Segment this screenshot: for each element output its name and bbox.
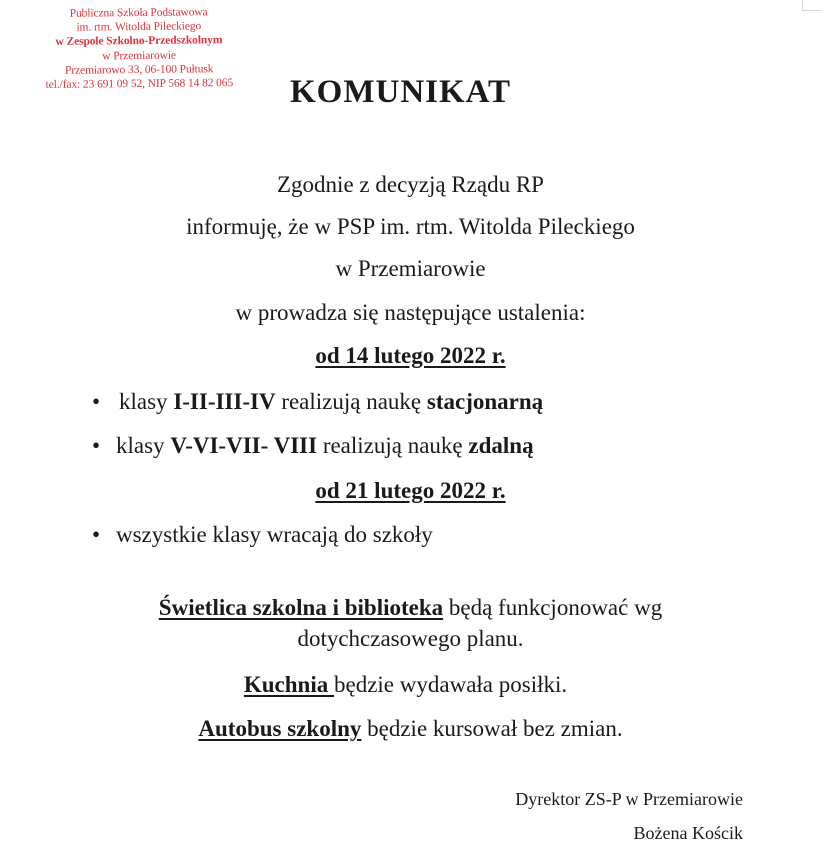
intro-line-4: w prowadza się następujące ustalenia: <box>235 300 586 325</box>
kuchnia-label: Kuchnia <box>243 672 334 697</box>
autobus-line <box>0 716 821 742</box>
swietlica-line-2: dotychczasowego planu. <box>297 626 524 651</box>
bullet-1-mode: stacjonarną <box>426 389 544 414</box>
bullet-item-3 <box>92 522 433 548</box>
document-title: KOMUNIKAT <box>290 74 512 110</box>
bullet-2-mode: zdalną <box>468 433 534 458</box>
kuchnia-text: będzie wydawała posiłki. <box>334 672 568 697</box>
signature-role: Dyrektor ZS-P w Przemiarowie <box>515 789 743 809</box>
autobus-text: będzie kursował bez zmian. <box>361 716 623 741</box>
kuchnia-line <box>0 672 816 698</box>
date-from-21-february: od 21 lutego 2022 r. <box>315 478 506 503</box>
school-stamp <box>8 5 271 93</box>
stamp-line-3: w Zespole Szkolno-Przedszkolnym <box>55 34 223 49</box>
stamp-line-4: w Przemiarowie <box>102 49 176 62</box>
bullet-item-1 <box>92 389 543 415</box>
intro-line-3: w Przemiarowie <box>335 256 486 281</box>
bullet-1-prefix: klasy <box>119 389 174 414</box>
bullet-2-prefix: klasy <box>116 433 171 458</box>
bullet-dot: • <box>92 389 101 414</box>
bullet-2-middle: realizują naukę <box>317 433 469 458</box>
bullet-3-text: wszystkie klasy wracają do szkoły <box>116 522 433 547</box>
intro-line-2: informuję, że w PSP im. rtm. Witolda Pileckiego <box>186 214 635 239</box>
swietlica-label: Świetlica szkolna i biblioteka <box>158 595 444 620</box>
swietlica-text-1: będą funkcjonować wg <box>443 595 663 620</box>
bullet-dot: • <box>92 522 101 547</box>
bullet-item-2 <box>92 433 534 459</box>
date-from-14-february: od 14 lutego 2022 r. <box>315 343 506 368</box>
bullet-2-classes: V-VI-VII- VIII <box>170 433 318 458</box>
autobus-label: Autobus szkolny <box>198 716 362 741</box>
swietlica-line-1 <box>0 595 821 621</box>
stamp-line-5: Przemiarowo 33, 06-100 Pułtusk <box>64 63 214 77</box>
stamp-line-6: tel./fax: 23 691 09 52, NIP 568 14 82 065 <box>45 77 234 91</box>
signature-name: Bożena Kościk <box>633 823 743 843</box>
stamp-line-1: Publiczna Szkoła Podstawowa <box>69 6 208 20</box>
stamp-line-2: im. rtm. Witolda Pileckiego <box>76 20 202 34</box>
bullet-dot: • <box>92 433 101 458</box>
bullet-1-classes: I-II-III-IV <box>173 389 276 414</box>
intro-line-1: Zgodnie z decyzją Rządu RP <box>277 172 544 197</box>
scan-corner-mark <box>802 0 821 11</box>
bullet-1-middle: realizują naukę <box>275 389 427 414</box>
